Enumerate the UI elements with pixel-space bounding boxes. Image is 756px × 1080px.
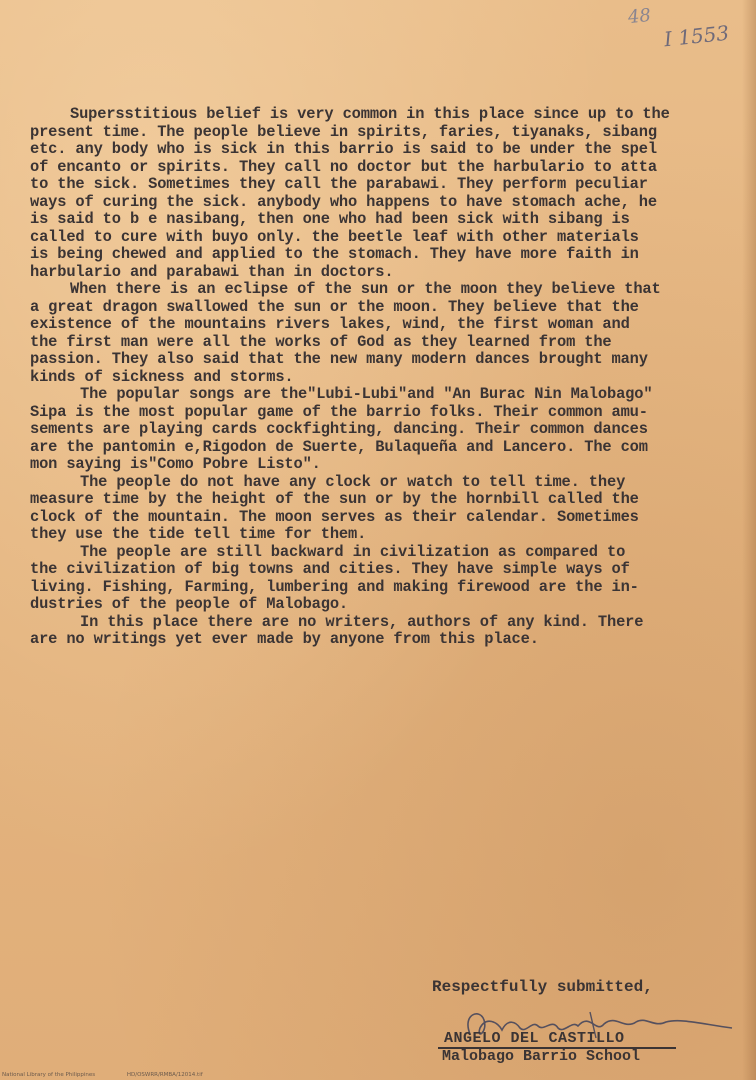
- closing-phrase: Respectfully submitted,: [432, 978, 653, 996]
- text-line: sements are playing cards cockfighting, dancing. Their common dances: [30, 420, 648, 438]
- text-line: are no writings yet ever made by anyone from this place.: [30, 630, 539, 648]
- handwritten-document-id: I 1553: [662, 20, 731, 52]
- text-line: of encanto or spirits. They call no doctor but the harbulario to atta: [30, 157, 657, 176]
- text-line: present time. The people believe in spirits, faries, tiyanaks, sibang: [30, 122, 657, 141]
- text-line: existence of the mountains rivers lakes, wind, the first woman and: [30, 315, 630, 333]
- text-line: Supersstitious belief is very common in this place since up to the: [70, 105, 670, 123]
- text-line: passion. They also said that the new many modern dances brought many: [30, 350, 648, 368]
- text-line: ways of curing the sick. anybody who happens to have stomach ache, he: [30, 192, 657, 211]
- text-line: In this place there are no writers, authors of any kind. There: [80, 612, 644, 631]
- text-line: harbulario and parabawi than in doctors.: [30, 262, 394, 281]
- text-line: they use the tide tell time for them.: [30, 525, 367, 543]
- text-line: are the pantomin e,Rigodon de Suerte, Bulaqueña and Lancero. The com: [30, 437, 648, 456]
- footer-file: HD/OSWRR/RMBA/12014.tif: [126, 1072, 203, 1078]
- text-line: mon saying is"Como Pobre Listo".: [30, 455, 321, 473]
- text-line: The people are still backward in civilization as compared to: [80, 542, 626, 561]
- archive-footer: [2, 1072, 203, 1078]
- text-line: is being chewed and applied to the stomach. They have more faith in: [30, 245, 639, 263]
- text-line: measure time by the height of the sun or by the hornbill called the: [30, 490, 639, 508]
- text-line: kinds of sickness and storms.: [30, 367, 294, 386]
- text-line: dustries of the people of Malobago.: [30, 595, 349, 613]
- text-line: is said to b e nasibang, then one who had been sick with sibang is: [30, 210, 630, 228]
- text-line: the civilization of big towns and cities. They have simple ways of: [30, 560, 630, 578]
- text-line: clock of the mountain. The moon serves as their calendar. Sometimes: [30, 507, 639, 526]
- text-line: called to cure with buyo only. the beetle leaf with other materials: [30, 227, 639, 246]
- signatory-school: Malobago Barrio School: [442, 1048, 641, 1065]
- text-line: a great dragon swallowed the sun or the moon. They believe that the: [30, 297, 639, 316]
- body-text: [30, 106, 752, 649]
- text-line: The popular songs are the"Lubi-Lubi"and "An Burac Nin Malobago": [80, 385, 653, 403]
- text-line: to the sick. Sometimes they call the parabawi. They perform peculiar: [30, 175, 648, 193]
- text-line: The people do not have any clock or watch to tell time. they: [80, 472, 626, 491]
- footer-library: National Library of the Philippines: [2, 1072, 96, 1078]
- text-line: the first man were all the works of God as they learned from the: [30, 332, 612, 351]
- signatory-name: ANGELO DEL CASTILLO: [444, 1030, 625, 1047]
- text-line: When there is an eclipse of the sun or the moon they believe that: [70, 280, 661, 298]
- text-line: Sipa is the most popular game of the barrio folks. Their common amu-: [30, 402, 648, 421]
- text-line: etc. any body who is sick in this barrio is said to be under the spel: [30, 140, 657, 158]
- handwritten-page-number: 48: [626, 4, 652, 29]
- text-line: living. Fishing, Farming, lumbering and making firewood are the in-: [30, 577, 639, 596]
